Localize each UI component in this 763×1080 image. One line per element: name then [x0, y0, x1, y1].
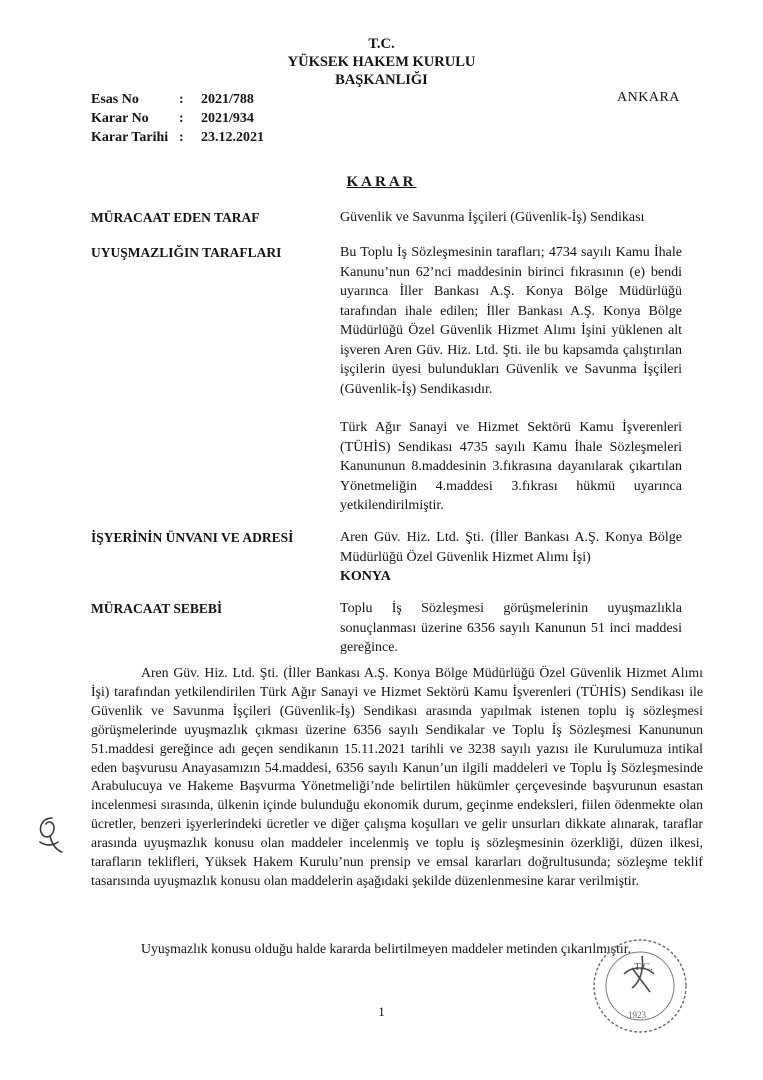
meta-row-esas: [91, 90, 264, 109]
page-number: 1: [378, 1004, 385, 1019]
applicant-value: Güvenlik ve Savunma İşçileri (Güvenlik-İş) Sendikası: [340, 210, 645, 225]
meta-key: Karar Tarihi: [91, 130, 169, 145]
meta-row-tarih: [91, 128, 264, 147]
city-label: ANKARA: [617, 90, 680, 105]
meta-value: 23.12.2021: [201, 130, 264, 145]
meta-row-karar: [91, 109, 264, 128]
stamp-text-tc: T.C.: [634, 961, 653, 973]
meta-value: 2021/788: [201, 92, 254, 107]
header-presidency: BAŞKANLIĞI: [335, 72, 428, 88]
official-stamp-icon: [580, 926, 700, 1036]
workplace-city: KONYA: [340, 569, 391, 584]
applicant-label: MÜRACAAT EDEN TARAF: [91, 210, 260, 225]
reason-value: Toplu İş Sözleşmesi görüşmelerinin uyuşmazlıkla sonuçlanması üzerine 6356 sayılı Kanunun 51 inci maddesi gereğince.: [340, 601, 682, 655]
meta-key: Esas No: [91, 92, 139, 107]
header-tc: T.C.: [368, 36, 395, 52]
parties-para2: Türk Ağır Sanayi ve Hizmet Sektörü Kamu İşverenleri (TÜHİS) Sendikası 4735 sayılı Kamu İhale Sözleşmeleri Kanununun 8.maddesinin 3.fıkrasına dayanılarak çıkartılan Yönetmeliğin 4.maddesi 3.fıkrası hükmü uyarınca yetkilendirilmiştir.: [340, 420, 682, 513]
document-title: KARAR: [346, 174, 417, 190]
reason-label: MÜRACAAT SEBEBİ: [91, 601, 223, 616]
meta-key: Karar No: [91, 111, 149, 126]
meta-value: 2021/934: [201, 111, 254, 126]
handwritten-signature: [32, 812, 72, 858]
workplace-value: [340, 528, 682, 587]
workplace-name: Aren Güv. Hiz. Ltd. Şti. (İller Bankası A.Ş. Konya Bölge Müdürlüğü Özel Güvenlik Hizmet Alımı İşi): [340, 530, 682, 565]
workplace-label: İŞYERİNİN ÜNVANI VE ADRESİ: [91, 530, 294, 545]
stamp-text-year: 1923: [628, 1010, 646, 1020]
header-institution: YÜKSEK HAKEM KURULU: [287, 54, 476, 70]
body-paragraph-1: Aren Güv. Hiz. Ltd. Şti. (İller Bankası A.Ş. Konya Bölge Müdürlüğü Özel Güvenlik Hizmet Alımı İşi) tarafından yetkilendirilen Türk Ağır Sanayi ve Hizmet Sektörü Kamu İşverenleri (TÜHİS) Sendikası ile Güvenlik ve Savunma İşçileri (Güvenlik-İş) Sendikası arasında yapılmak istenen toplu iş sözleşmesi görüşmelerinde uyuşmazlık çıkması üzerine 6356 sayılı Sendikalar ve Toplu İş Sözleşmesi Kanununun 51.maddesi gereğince adı geçen sendikanın 15.11.2021 tarihli ve 3238 sayılı yazısı ile Kurulumuza intikal eden başvurusu Anayasamızın 54.maddesi, 6356 sayılı Kanun’un ilgili maddeleri ve Toplu İş Sözleşmesinde Arabulucuya ve Hakeme Başvurma Yönetmeliği’nde belirtilen hükümler çerçevesinde başvurunun esastan incelenmesi sırasında, ülkenin içinde bulunduğu ekonomik durum, geçinme endeksleri, fiilen ödenmekte olan ücretler, benzeri işyerlerindeki ücretler ve diğer çalışma koşulları ve gelir unsurları dikkate alınarak, taraflar arasında uyuşmazlık konusu olan maddeler incelenmiş ve toplu iş sözleşmesinin özerkliği, düzen ilkesi, tarafların teklifleri, Yüksek Hakem Kurulu’nun prensip ve emsal kararları doğrultusunda; sözleşme teklif tasarısında uyuşmazlık konusu olan maddelerin aşağıdaki şekilde düzenlenmesine karar verilmiştir.: [91, 665, 703, 888]
parties-para1: Bu Toplu İş Sözleşmesinin tarafları; 4734 sayılı Kamu İhale Kanunu’nun 62’nci maddesinin birinci fıkrasının (e) bendi uyarınca İller Bankası A.Ş. Konya Bölge Müdürlüğü tarafından ihale edilen; İller Bankası A.Ş. Konya Bölge Müdürlüğü Özel Güvenlik Hizmet Alımı İşini yüklenen alt işveren Aren Güv. Hiz. Ltd. Şti. ile bu kapsamda çalıştırılan işçilerin üyesi bulundukları Güvenlik ve Savunma İşçileri (Güvenlik-İş) Sendikasıdır.: [340, 245, 682, 397]
parties-label: UYUŞMAZLIĞIN TARAFLARI: [91, 245, 282, 260]
meta-sep: :: [179, 92, 184, 107]
body-paragraph-2: Uyuşmazlık konusu olduğu halde kararda belirtilmeyen maddeler metinden çıkarılmıştır.: [141, 941, 632, 956]
meta-sep: :: [179, 111, 184, 126]
meta-sep: :: [179, 130, 184, 145]
case-meta: [91, 90, 264, 147]
